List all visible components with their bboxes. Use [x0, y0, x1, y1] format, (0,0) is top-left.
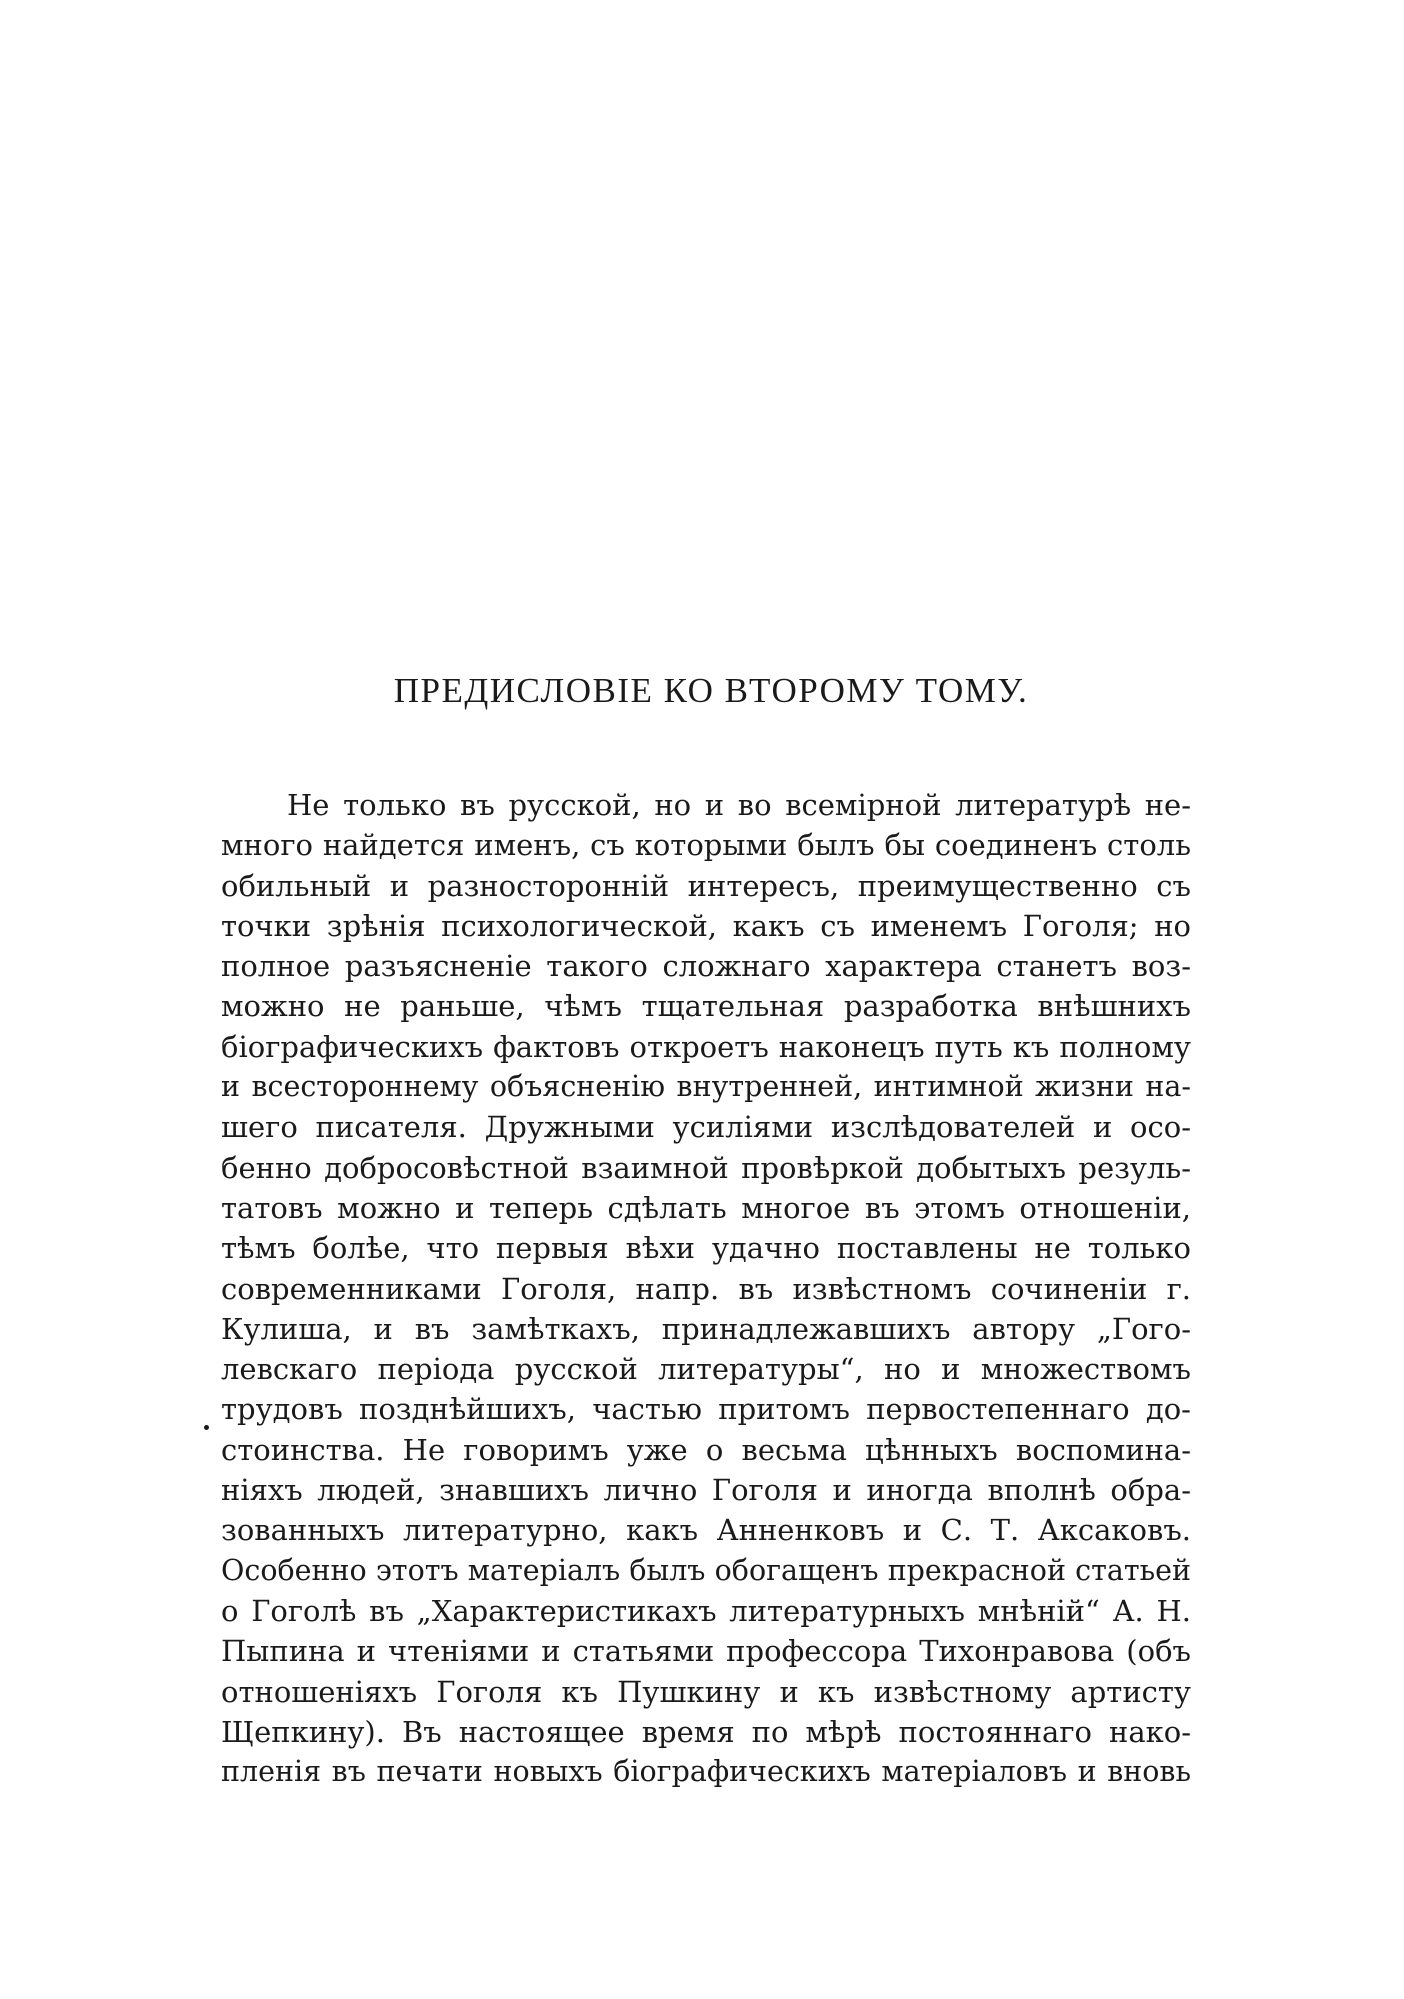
ink-speck [204, 1425, 209, 1430]
text-line: тѣмъ болѣе, что первыя вѣхи удачно поставлены не только [221, 1231, 1191, 1266]
text-line: можно не раньше, чѣмъ тщательная разработка внѣшнихъ [221, 989, 1191, 1024]
body-paragraph [221, 785, 1191, 1792]
text-line: трудовъ позднѣйшихъ, частью притомъ первостепеннаго до- [221, 1392, 1191, 1427]
text-line: Особенно этотъ матеріалъ былъ обогащенъ прекрасной статьей [221, 1553, 1191, 1587]
text-line: Кулиша, и въ замѣткахъ, принадлежавшихъ автору „Гого- [221, 1311, 1191, 1346]
page-title: ПРЕДИСЛОВІЕ КО ВТОРОМУ ТОМУ. [393, 671, 1029, 710]
text-line: ніяхъ людей, знавшихъ лично Гоголя и иногда вполнѣ обра- [221, 1473, 1191, 1508]
text-line: бенно добросовѣстной взаимной провѣркой добытыхъ резуль- [221, 1150, 1191, 1185]
text-line: біографическихъ фактовъ откроетъ наконецъ путь къ полному [221, 1029, 1191, 1064]
text-line: точки зрѣнія психологической, какъ съ именемъ Гоголя; но [221, 908, 1191, 943]
text-line: татовъ можно и теперь сдѣлать многое въ этомъ отношеніи, [221, 1190, 1191, 1225]
text-line: Щепкину). Въ настоящее время по мѣрѣ постояннаго нако- [221, 1714, 1191, 1749]
text-line: отношеніяхъ Гоголя къ Пушкину и къ извѣстному артисту [221, 1674, 1191, 1709]
text-line: много найдется именъ, съ которыми былъ бы соединенъ столь [221, 828, 1191, 863]
text-line: обильный и разносторонній интересъ, преимущественно съ [221, 868, 1191, 903]
text-line: Не только въ русской, но и во всемірной литературѣ не- [287, 788, 1191, 822]
text-line: левскаго періода русской литературы“, но и множествомъ [221, 1352, 1191, 1387]
text-line: шего писателя. Дружными усиліями изслѣдователей и осо- [221, 1110, 1191, 1145]
text-line: зованныхъ литературно, какъ Анненковъ и С. Т. Аксаковъ. [221, 1513, 1191, 1548]
text-line: современниками Гоголя, напр. въ извѣстномъ сочиненіи г. [221, 1271, 1191, 1306]
text-line: стоинства. Не говоримъ уже о весьма цѣнныхъ воспомина- [221, 1432, 1191, 1467]
text-line: пленія въ печати новыхъ біографическихъ матеріаловъ и вновь [221, 1755, 1191, 1789]
text-line: о Гоголѣ въ „Характеристикахъ литературныхъ мнѣній“ А. Н. [221, 1593, 1191, 1628]
text-line: полное разъясненіе такого сложнаго характера станетъ воз- [221, 949, 1191, 984]
text-line: и всестороннему объясненію внутренней, интимной жизни на- [221, 1070, 1191, 1104]
text-line: Пыпина и чтеніями и статьями профессора Тихонравова (объ [221, 1634, 1191, 1669]
